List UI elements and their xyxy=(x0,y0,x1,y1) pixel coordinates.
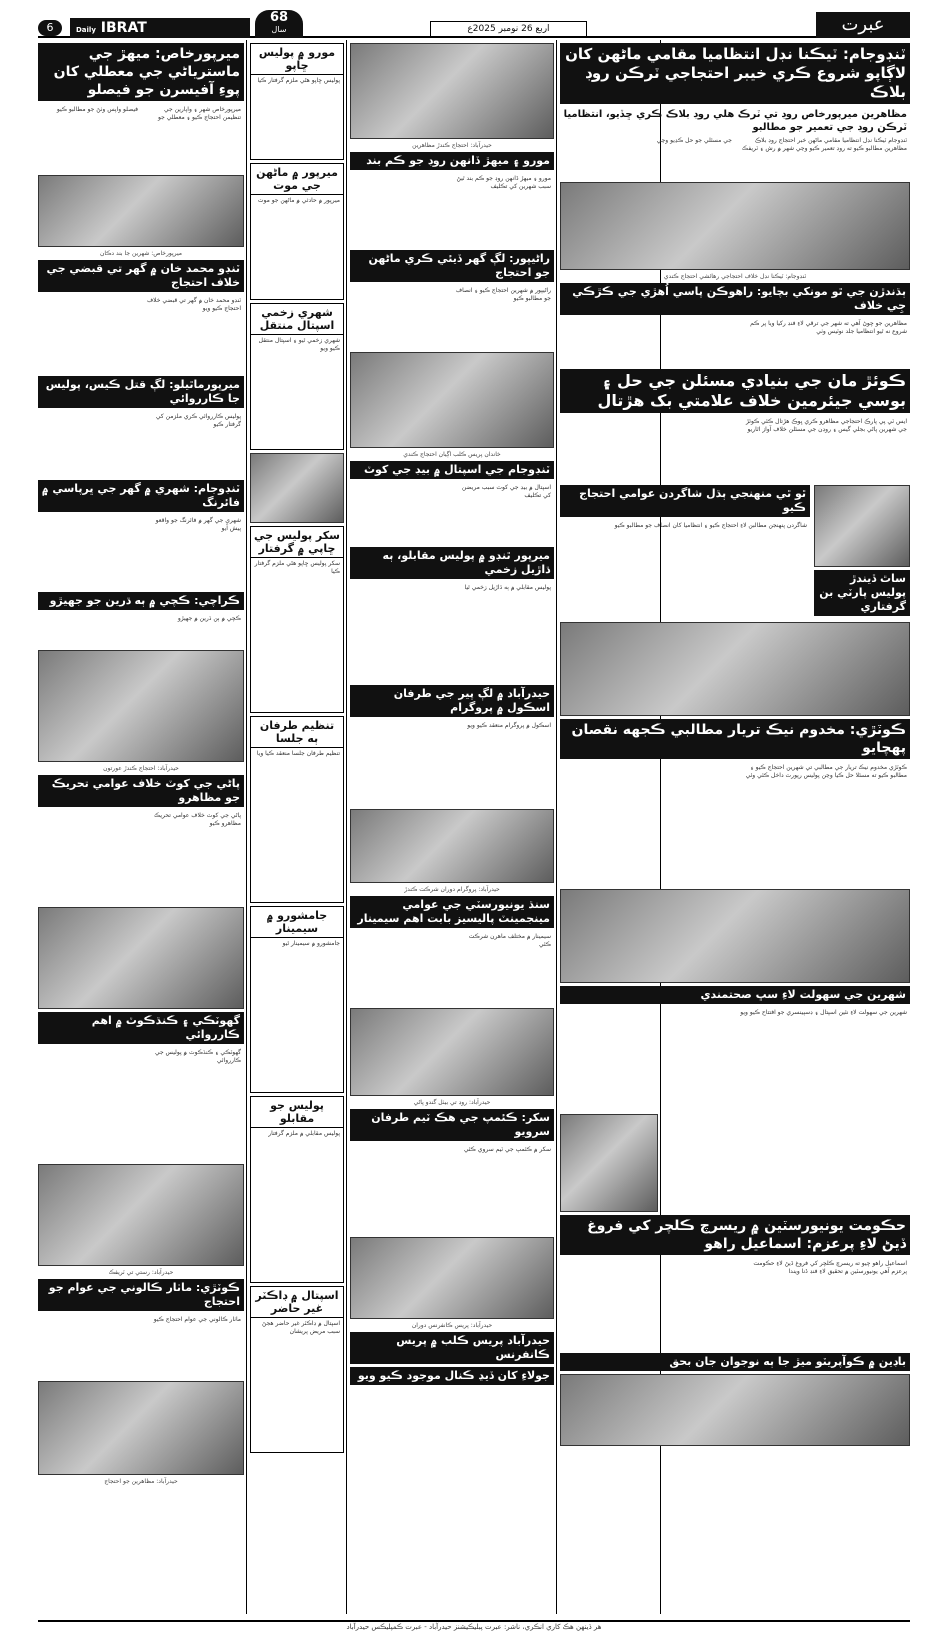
page-number: 6 xyxy=(38,20,62,36)
narrow-headline-1: مورو ۾ پوليس ڇاپو xyxy=(251,44,343,75)
child-portrait xyxy=(814,485,910,567)
narrow-box-3 xyxy=(250,303,344,450)
left-headline-8: ڪوٽڙي: ماٺار ڪالوني جي عوام جو احتجاج xyxy=(38,1279,244,1311)
issue-date: اربع 26 نومبر 2025ع xyxy=(430,21,587,37)
narrow-body-5: تنظيم طرفان جلسا منعقد ڪيا ويا xyxy=(256,750,340,757)
middle-headline-8: حيدرآباد پريس ڪلب ۾ پريس ڪانفرنس xyxy=(350,1332,554,1364)
right-headline-2: ٻڌندڙن جي ٿو مونکي بچايو: راهوڪن پاسي اُهڙي جي ڪڙڪي جِي خلاف xyxy=(560,283,910,315)
narrow-headline-4: سکر پوليس جي ڇاپي ۾ گرفتار xyxy=(251,527,343,558)
middle-body-2: راڻيپور ۾ شهرين احتجاج ڪيو ۽ انصاف جو مطالبو ڪيو xyxy=(455,287,551,302)
left-column xyxy=(38,40,244,1614)
narrow-headline-6: جامشورو ۾ سيمينار xyxy=(251,907,343,938)
middle-headline-2: راڻيپور: لڳ گهر ڏيئي ڪري ماڻهن جو احتجاج xyxy=(350,250,554,282)
middle-caption-3: حيدرآباد: پروگرام دوران شرڪت ڪندڙ xyxy=(404,886,500,893)
protest-fire-photo xyxy=(350,43,554,139)
right-body-4: شاگردن پنهنجن مطالبن لاءِ احتجاج ڪيو ۽ انتظاميا کان انصاف جو مطالبو ڪيو xyxy=(614,522,807,529)
officials-meeting-photo xyxy=(560,889,910,983)
right-body-7: شهرين جي سهولت لاءِ نئين اسپتال ۽ ڊسپينسري جو افتتاح ڪيو ويو xyxy=(740,1009,907,1016)
lead-headline: ٽنڊوجام: ٽيڪنا نڊل انتظاميا مقامي ماڻهن کان لاڳاپو شروع ڪري خيبر احتجاجي ٽرڪن روڊ بلاڪ xyxy=(560,43,910,104)
middle-body-6: سيمينار ۾ مختلف ماهرن شرڪت ڪئي xyxy=(468,933,551,948)
accident-photo xyxy=(560,1374,910,1446)
left-body-1: ميرپورخاص شهر ۽ واپارين جي تنظيمن احتجاج ڪيو ۽ معطلي جو فيصلو واپس وٺڻ جو مطالبو ڪيو xyxy=(56,106,241,121)
narrow-box-2 xyxy=(250,163,344,300)
left-headline-3: ميرپورماٿيلو: لڳ قتل ڪيس، پوليس جا ڪارروائي xyxy=(38,376,244,408)
left-headline-4: ٽنڊوجام: شهري ۾ گهر جي ڀرپاسي ۾ فائرنگ xyxy=(38,480,244,512)
narrow-box-7 xyxy=(250,1096,344,1283)
left-body-3: پوليس ڪارروائي ڪري ملزمن کي گرفتار ڪيو xyxy=(155,413,241,428)
closed-shops-photo xyxy=(38,175,244,247)
protesting-women-photo xyxy=(38,650,244,762)
narrow-body-8: اسپتال ۾ ڊاڪٽر غير حاضر هجڻ سبب مريض پريشان xyxy=(261,1320,340,1335)
right-headline-9: باڊين ۾ ڪوآپريٽو ميڙ جا ٻه نوجوان جان بحق xyxy=(560,1353,910,1371)
narrow-body-7: پوليس مقابلي ۾ ملزم گرفتار xyxy=(268,1130,340,1137)
middle-headline-1: مورو ۽ ميهڙ ڏانهن روڊ جو ڪم بند xyxy=(350,152,554,170)
middle-column xyxy=(350,40,554,1614)
middle-body-4: پوليس مقابلي ۾ ٻه ڌاڙيل زخمي ٿيا xyxy=(464,584,551,591)
middle-headline-9: جولاءِ کان ڏيڍ ڪنال موجود ڪيو ويو xyxy=(350,1367,554,1385)
right-body-6: ڪوٽڙي مخدوم نيڪ تريار جي مطالبي تي شهرين احتجاج ڪيو ۽ مطالبو ڪيو ته مسئلا حل ڪيا وڃن پوليس رپورٽ داخل ڪئي وئي xyxy=(745,764,907,779)
middle-caption-5: حيدرآباد: پريس ڪانفرنس دوران xyxy=(411,1322,493,1329)
left-body-4: شهري جي گهر ۾ فائرنگ جو واقعو پيش آيو xyxy=(155,517,241,532)
middle-headline-7: سکر: ڪئمپ جي هڪ ٽيم طرفان سرويو xyxy=(350,1109,554,1141)
lead-photo-caption: ٽنڊوجام: ٽيڪنا نڊل خلاف احتجاجي رهائشي احتجاج ڪندي xyxy=(663,273,807,280)
middle-body-3: اسپتال ۾ بيڊ جي کوٽ سبب مريضن کي تڪليف xyxy=(461,484,551,499)
award-photo xyxy=(250,453,344,523)
left-body-2: ٽنڊو محمد خان ۾ گهر تي قبضي خلاف احتجاج ڪيو ويو xyxy=(146,297,241,312)
years-label: سال xyxy=(271,25,287,34)
middle-body-5: اسڪول ۾ پروگرام منعقد ڪيو ويو xyxy=(467,722,551,729)
right-headline-6: ڪوٽڙي: مخدوم نيڪ تريار مطالبي ڪجهه نقصان پهچايو xyxy=(560,719,910,759)
left-body-7: گهوٽڪي ۽ ڪنڌڪوٽ ۾ پوليس جي ڪارروائي xyxy=(154,1049,241,1064)
narrow-body-3: شهري زخمي ٿيو ۽ اسپتال منتقل ڪيو ويو xyxy=(258,337,340,352)
narrow-box-8 xyxy=(250,1286,344,1453)
street-photo xyxy=(38,907,244,1009)
banner-protest-photo xyxy=(38,1381,244,1475)
narrow-headline-5: تنظيم طرفان ٻه جلسا xyxy=(251,717,343,748)
narrow-box-6 xyxy=(250,906,344,1093)
right-headline-4: ٿو ٿي منهنجي ٻڌل شاگردن عوامي احتجاج ڪيو xyxy=(560,485,810,517)
narrow-box-4 xyxy=(250,526,344,713)
left-caption-4: حيدرآباد: مظاهرين جو احتجاج xyxy=(104,1478,178,1485)
lead-photo xyxy=(560,182,910,270)
right-body-2: مظاهرين جو چوڻ آهي ته شهر جي ترقي لاءِ فنڊ رکيا ويا پر ڪم شروع نه ٿيو انتظاميا جلد نوٽيس وٺي xyxy=(750,320,907,335)
left-body-8: ماٺار ڪالوني جي عوام احتجاج ڪيو xyxy=(153,1316,241,1323)
years-number: 68 xyxy=(269,10,289,25)
narrow-box-1 xyxy=(250,43,344,160)
middle-caption-2: خاندان پريس ڪلب اڳيان احتجاج ڪندي xyxy=(403,451,501,458)
right-headline-8: حڪومت يونيورسٽين ۾ ريسرچ ڪلچر کي فروغ ڏيڻ لاءِ پرعزم: اسماعيل راهو xyxy=(560,1215,910,1255)
lead-subheadline: مظاهرين ميرپورخاص روڊ تي ٽرڪ هلي روڊ بلاڪ ڪري ڇڏيو، انتظاميا ٽرڪن روڊ جي تعمير جو مطالبو xyxy=(563,109,907,133)
narrow-body-6: جامشورو ۾ سيمينار ٿيو xyxy=(282,940,340,947)
middle-body-1: مورو ۽ ميهڙ ڏانهن روڊ جو ڪم بند ٿيڻ سبب شهرين کي تڪليف xyxy=(456,175,551,190)
newspaper-logo: عبرت xyxy=(816,12,910,38)
left-headline-5: ڪراچي: ڪچي ۾ ٻه ڌرين جو جهيڙو xyxy=(38,592,244,610)
left-caption-2: حيدرآباد: احتجاج ڪندڙ عورتون xyxy=(103,765,179,772)
middle-headline-5: حيدرآباد ۾ لڳ پير جي طرفان اسڪول ۾ پروگرام xyxy=(350,685,554,717)
left-headline-6: پاڻي جي کوٽ خلاف عوامي تحريڪ جو مظاهرو xyxy=(38,775,244,807)
page-footer: هر ڏينهن هڪ کاري انڪري، ناشر: عبرت پبليڪيشنز حيدرآباد - عبرت ڪمپليڪس حيدرآباد xyxy=(38,1620,910,1644)
brand-daily: Daily xyxy=(76,26,96,34)
left-headline-7: گهوٽڪي ۽ ڪنڌڪوٽ ۾ اهم ڪارروائي xyxy=(38,1012,244,1044)
narrow-body-1: پوليس ڇاپو هڻي ملزم گرفتار ڪيا xyxy=(257,77,340,84)
press-conference-photo xyxy=(560,622,910,716)
traffic-photo xyxy=(38,1164,244,1266)
lead-body: ٽنڊوجام ٽيڪنا نڊل انتظاميا مقامي ماڻهن خبر احتجاج روڊ بلاڪ مظاهرين مطالبو ڪيو ته روڊ تعمير ڪيو وڃي شهر ۾ رش ۽ ٽريفڪ جي مسئلي جو حل ڪڍيو وڃي xyxy=(656,137,907,152)
narrow-body-4: سکر پوليس ڇاپو هڻي ملزم گرفتار ڪيا xyxy=(254,560,340,575)
left-body-6: پاڻي جي کوٽ خلاف عوامي تحريڪ مظاهرو ڪيو xyxy=(154,812,241,827)
right-headline-5: ساٿ ڏيندڙ پوليس پارٽي بن گرفتاري xyxy=(814,570,910,616)
brand-banner xyxy=(70,18,250,38)
narrow-headline-3: شهري زخمي اسپتال منتقل xyxy=(251,304,343,335)
narrow-headline-2: ميرپور ۾ ماڻهن جي موت xyxy=(251,164,343,195)
narrow-headline-8: اسپتال ۾ ڊاڪٽر غير حاضر xyxy=(251,1287,343,1318)
left-caption-3: حيدرآباد: رستي تي ٽريفڪ xyxy=(108,1269,174,1276)
right-headline-7: شهرين جي سهولت لاءِ سڀ صحتمندي xyxy=(560,986,910,1004)
woman-portrait xyxy=(560,1114,658,1212)
right-body-8: اسماعيل راهو چيو ته ريسرچ ڪلچر کي فروغ ڏيڻ لاءِ حڪومت پرعزم آهي يونيورسٽين ۾ تحقيق لاءِ فنڊ ڏنا ويندا xyxy=(753,1260,907,1275)
group-event-photo xyxy=(350,809,554,883)
narrow-headline-7: پوليس جو مقابلو xyxy=(251,1097,343,1128)
press-panel-photo xyxy=(350,1237,554,1319)
left-body-5: ڪچي ۾ ٻن ڌرين ۾ جهيڙو xyxy=(177,615,241,622)
left-caption-1: ميرپورخاص: شهرين جا بند دڪان xyxy=(99,250,183,257)
middle-headline-3: ٽنڊوجام جي اسپتال ۾ بيڊ جي کوٽ xyxy=(350,461,554,479)
middle-headline-4: ميرپور ٿنڊو ۾ پوليس مقابلو، ٻه ڌاڙيل زخمي xyxy=(350,547,554,579)
middle-body-7: سکر ۾ ڪئمپ جي ٽيم سروي ڪئي xyxy=(463,1146,551,1153)
flooded-road-photo xyxy=(350,1008,554,1096)
right-column xyxy=(560,40,910,1614)
left-headline-2: ٽنڊو محمد خان ۾ گهر تي قبضي جي خلاف احتجاج xyxy=(38,260,244,292)
brand-name: IBRAT xyxy=(100,20,147,36)
right-headline-3: ڪوئڙ مان جي بنيادي مسئلن جي حل ۽ بوسي جيئرمين خلاف علامتي بک هڙتال xyxy=(560,369,910,413)
middle-headline-6: سنڌ يونيورسٽي جي عوامي مينجمينٽ پاليسيز بابت اهم سيمينار xyxy=(350,896,554,928)
family-press-photo xyxy=(350,352,554,448)
narrow-column xyxy=(250,40,344,1614)
years-badge xyxy=(255,10,303,38)
left-headline-1: ميرپورخاص: ميهڙ جي ماسترياڻي جي معطلي کان پوءِ آفيسرن جو فيصلو xyxy=(38,43,244,101)
middle-caption-4: حيدرآباد: روڊ تي بيٺل گندو پاڻي xyxy=(413,1099,491,1106)
right-body-3: ايس ٽي پي پارڪ احتجاجي مظاهرو ڪري ڀوڪ هڙتال ڪئي ڪوئڙ جي شهرين پاڻي بجلي گيس ۽ روڊن جي مسئلن خلاف آواز اٿاريو xyxy=(745,418,907,433)
middle-caption-1: حيدرآباد: احتجاج ڪندڙ مظاهرين xyxy=(412,142,492,149)
narrow-box-5 xyxy=(250,716,344,903)
narrow-body-2: ميرپور ۾ حادثي ۾ ماڻهن جو موت xyxy=(257,197,340,204)
